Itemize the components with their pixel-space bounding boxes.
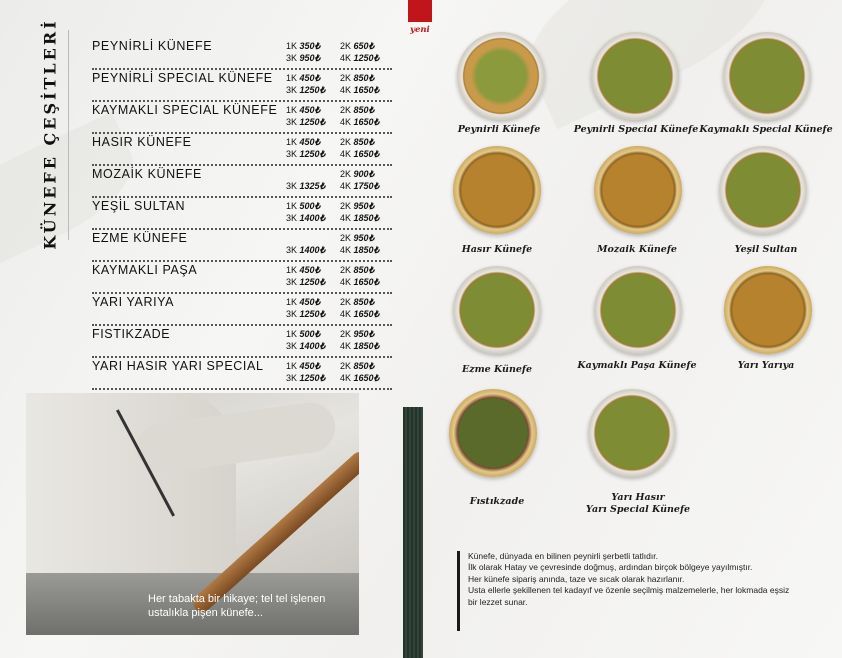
menu-item-price: 4K 1850₺ [340, 245, 380, 255]
menu-item [92, 70, 392, 102]
menu-item-price: 2K 900₺ [340, 169, 375, 179]
dish-photo [457, 32, 545, 120]
menu-item-price: 4K 1250₺ [340, 53, 380, 63]
dish-label: Mozaik Künefe [597, 244, 677, 255]
menu-item-price: 2K 850₺ [340, 137, 375, 147]
menu-item [92, 102, 392, 134]
dish-photo [719, 146, 807, 234]
section-title: KÜNEFE ÇEŞİTLERİ [40, 17, 60, 250]
menu-item [92, 198, 392, 230]
menu-item-price: 2K 850₺ [340, 265, 375, 275]
menu-item-price: 3K 1250₺ [286, 149, 326, 159]
menu-item-price: 1K 450₺ [286, 137, 321, 147]
menu-item-price: 2K 850₺ [340, 105, 375, 115]
menu-item-name: YARI HASIR YARI SPECIAL [92, 359, 264, 373]
menu-item-name: MOZAİK KÜNEFE [92, 167, 202, 181]
menu-item-price: 3K 1400₺ [286, 213, 326, 223]
menu-item-price: 3K 1400₺ [286, 245, 326, 255]
title-divider [68, 30, 69, 240]
menu-item-price: 1K 350₺ [286, 41, 321, 51]
dish-label: Yeşil Sultan [734, 244, 798, 255]
menu-item-price: 3K 1250₺ [286, 277, 326, 287]
menu-item-price: 1K 500₺ [286, 329, 321, 339]
dish-photo [724, 266, 812, 354]
menu-item-price: 1K 450₺ [286, 105, 321, 115]
photo-caption: Her tabakta bir hikaye; tel tel işlenen ustalıkla pişen künefe... [148, 593, 326, 619]
menu-item-price: 3K 1250₺ [286, 117, 326, 127]
dish-label: Kaymaklı Special Künefe [699, 124, 833, 135]
dish-photo [594, 146, 682, 234]
dish-photo [453, 266, 541, 354]
menu-item-name: YARI YARIYA [92, 295, 175, 309]
menu-item [92, 262, 392, 294]
dish-photo [453, 146, 541, 234]
menu-item-name: KAYMAKLI PAŞA [92, 263, 198, 277]
dish-label: Kaymaklı Paşa Künefe [577, 360, 697, 371]
menu-item-price: 4K 1650₺ [340, 117, 380, 127]
menu-item-price: 3K 1400₺ [286, 341, 326, 351]
dish-photo [723, 32, 811, 120]
menu-item-name: HASIR KÜNEFE [92, 135, 192, 149]
menu-item-price: 3K 1325₺ [286, 181, 326, 191]
menu-item [92, 294, 392, 326]
new-label: yeni [410, 25, 430, 35]
menu-item [92, 166, 392, 198]
chef-photo [26, 393, 359, 635]
menu-item-price: 4K 1850₺ [340, 341, 380, 351]
dish-label: Hasır Künefe [461, 244, 533, 255]
menu-item-name: FISTIKZADE [92, 327, 171, 341]
dish-label: Yarı Hasır Yarı Special Künefe [585, 492, 691, 515]
dish-label: Fıstıkzade [469, 496, 525, 507]
menu-item-price: 1K 450₺ [286, 361, 321, 371]
menu-item-price: 2K 950₺ [340, 233, 375, 243]
dish-label: Peynirli Special Künefe [573, 124, 699, 135]
dish-photo [588, 389, 676, 477]
menu-item-price: 3K 1250₺ [286, 309, 326, 319]
menu-item-price: 2K 650₺ [340, 41, 375, 51]
menu-item-price: 3K 950₺ [286, 53, 321, 63]
menu-item [92, 230, 392, 262]
menu-item-name: PEYNİRLİ SPECIAL KÜNEFE [92, 71, 273, 85]
menu-item [92, 134, 392, 166]
price-list [92, 38, 392, 390]
description-line: Künefe, dünyada en bilinen peynirli şerbetli tatlıdır. [468, 551, 658, 561]
menu-item-name: YEŞİL SULTAN [92, 199, 186, 213]
dish-photo [591, 32, 679, 120]
dish-label: Peynirli Künefe [457, 124, 541, 135]
dish-photo [594, 266, 682, 354]
menu-item [92, 38, 392, 70]
dish-label: Yarı Yarıya [737, 360, 795, 371]
menu-item-price: 2K 850₺ [340, 297, 375, 307]
description-line: Usta ellerle şekillenen tel kadayıf ve özenle seçilmiş malzemelerle, her lokmada eşsiz bir lezzet sunar. [468, 585, 790, 607]
menu-item-price: 4K 1650₺ [340, 85, 380, 95]
menu-item-price: 1K 450₺ [286, 297, 321, 307]
menu-item-price: 4K 1650₺ [340, 149, 380, 159]
menu-item-name: PEYNİRLİ KÜNEFE [92, 39, 213, 53]
menu-item-price: 4K 1650₺ [340, 277, 380, 287]
decorative-strip [403, 407, 423, 658]
menu-item [92, 326, 392, 358]
menu-item-price: 2K 950₺ [340, 329, 375, 339]
menu-item-price: 2K 850₺ [340, 73, 375, 83]
menu-item-price: 1K 450₺ [286, 265, 321, 275]
menu-item-price: 4K 1650₺ [340, 309, 380, 319]
dish-label: Ezme Künefe [461, 364, 533, 375]
menu-item-price: 2K 850₺ [340, 361, 375, 371]
menu-item-price: 1K 450₺ [286, 73, 321, 83]
menu-item-price: 3K 1250₺ [286, 373, 326, 383]
menu-item-price: 1K 500₺ [286, 201, 321, 211]
menu-item-price: 4K 1650₺ [340, 373, 380, 383]
dish-photo [449, 389, 537, 477]
menu-item [92, 358, 392, 390]
description [456, 551, 796, 608]
new-tag [408, 0, 432, 22]
description-line: Her künefe sipariş anında, taze ve sıcak olarak hazırlanır. [468, 573, 685, 584]
menu-item-name: KAYMAKLI SPECIAL KÜNEFE [92, 103, 278, 117]
menu-item-price: 4K 1850₺ [340, 213, 380, 223]
description-line: İlk olarak Hatay ve çevresinde doğmuş, ardından birçok bölgeye yayılmıştır. [468, 562, 753, 573]
menu-item-price: 4K 1750₺ [340, 181, 380, 191]
menu-item-name: EZME KÜNEFE [92, 231, 188, 245]
menu-item-price: 3K 1250₺ [286, 85, 326, 95]
menu-item-price: 2K 950₺ [340, 201, 375, 211]
